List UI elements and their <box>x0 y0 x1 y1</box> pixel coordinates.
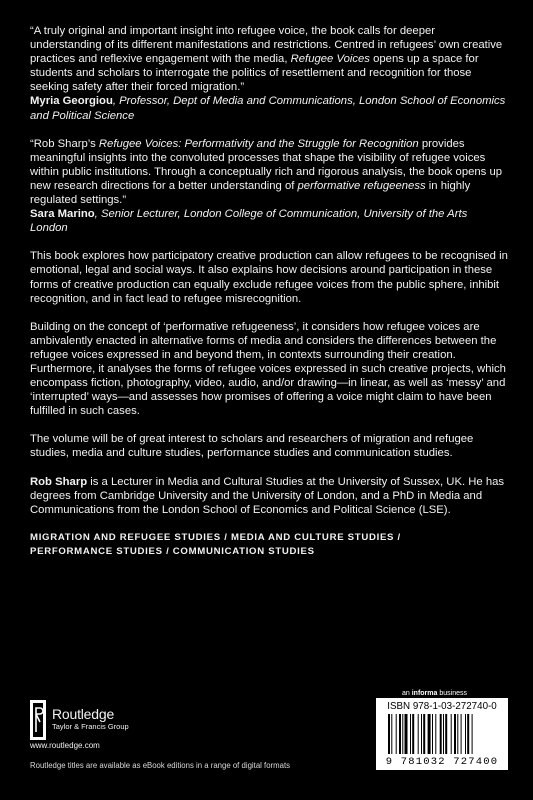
imprint-suffix: business <box>437 690 467 697</box>
barcode-bar <box>391 714 392 754</box>
author-name: Rob Sharp <box>30 475 88 488</box>
barcode-bar <box>457 714 458 754</box>
description-paragraph-3: The volume will be of great interest to scholars and researchers of migration and refugee studies, media and culture studies, performance studies and communication studies. <box>30 433 474 460</box>
quote-term-italic: performative refugeeness <box>297 179 426 192</box>
barcode-bar <box>465 714 466 754</box>
barcode-bar <box>421 714 422 754</box>
category-line: PERFORMANCE STUDIES / COMMUNICATION STUDIES <box>30 545 315 557</box>
quote-title-italic: Refugee Voices <box>290 53 370 66</box>
informa-imprint <box>402 690 467 697</box>
barcode-bar <box>467 714 469 754</box>
quote-segment: in highly regulated settings.” <box>30 179 471 207</box>
barcode-bars <box>384 714 500 756</box>
endorsement-1 <box>30 24 508 123</box>
author-bio <box>30 475 508 517</box>
barcode-bar <box>396 714 397 754</box>
endorser-affiliation: , Senior Lecturer, London College of Communication, University of the Arts London <box>30 208 468 235</box>
barcode-bar <box>412 714 414 754</box>
quote-segment: “Rob Sharp’s <box>30 137 99 150</box>
ebook-note: Routledge titles are available as eBook editions in a range of digital formats <box>30 761 291 770</box>
barcode-bar <box>423 714 425 754</box>
barcode-bar <box>451 714 452 754</box>
endorser-name: Sara Marino <box>30 208 95 221</box>
quote-segment: opens up a space for students and scholars to interrogate the politics of resettlement and recognition for those seeking safety after their forced migration.” <box>30 53 479 94</box>
description-paragraph-2: Building on the concept of ‘performative refugeeness’, it considers how refugee voices are ambivalently enacted in alternative forms of media and considers the differences between the refugee voices expressed in and beyond them, in contexts surrounding their creation. Furthermore, it analyses the forms of refugee voices expressed in such creative projects, which encompass fiction, photography, video, audio, and/or drawing—in linear, as well as ‘messy’ and ‘interrupted’ ways—and assesses how promises of offering a voice might claim to have been fulfilled in such cases. <box>30 320 506 418</box>
isbn-barcode <box>376 698 508 770</box>
publisher-name: Routledge <box>52 706 115 722</box>
barcode-bar <box>443 714 444 754</box>
endorser-name: Myria Georgiou <box>30 95 113 108</box>
publisher-url[interactable]: www.routledge.com <box>30 741 100 750</box>
quote-segment: provides meaningful insights into the convoluted processes that shape the visibility of refugee voices within public institutions. Through a conceptually rich and rigorous analysis, the book opens up new research directions for a better understanding of <box>30 137 503 192</box>
barcode-bar <box>432 714 433 754</box>
imprint-prefix: an <box>402 690 412 697</box>
barcode-bar <box>418 714 419 754</box>
barcode-bar <box>402 714 403 754</box>
quote-segment: “A truly original and important insight into refugee voice, the book calls for deeper understanding of its different manifestations and restrictions. Centred in refugees’ own creative practices and reflexive engagement with the media, <box>30 25 503 66</box>
barcode-bar <box>410 714 411 754</box>
author-bio-text: is a Lecturer in Media and Cultural Studies at the University of Sussex, UK. He has degrees from Cambridge University and the University of London, and a PhD in Media and Communications from the London School of Economics and Political Science (LSE). <box>30 475 505 516</box>
barcode-digits: 9 781032 727400 <box>385 756 499 768</box>
barcode-bar <box>399 714 401 754</box>
category-line: MIGRATION AND REFUGEE STUDIES / MEDIA AND CULTURE STUDIES / <box>30 531 401 543</box>
publisher-block <box>30 700 129 750</box>
barcode-bar <box>454 714 456 754</box>
isbn-label: ISBN 978-1-03-272740-0 <box>387 701 497 712</box>
quote-title-italic: Refugee Voices: Performativity and the Struggle for Recognition <box>98 137 419 150</box>
endorsement-2 <box>30 137 508 236</box>
imprint-brand: informa <box>411 690 438 697</box>
endorser-affiliation: , Professor, Dept of Media and Communications, London School of Economics and Political Science <box>30 95 506 122</box>
barcode-bar <box>405 714 408 754</box>
barcode-bar <box>461 714 462 754</box>
subject-categories <box>30 531 508 559</box>
barcode-bar <box>435 714 436 754</box>
barcode-bar <box>428 714 431 754</box>
routledge-logo-icon <box>30 700 46 740</box>
barcode-bar <box>388 714 390 754</box>
description-paragraph-1: This book explores how participatory creative production can allow refugees to be recognised in emotional, legal and social ways. It also explains how decisions around participation in these forms of creative production can equally exclude refugee voices from the public sphere, inhibit recognition, and in fact lead to refugee misrecognition. <box>30 250 508 305</box>
barcode-bar <box>445 714 447 754</box>
back-cover-text <box>30 24 508 559</box>
barcode-bar <box>472 714 473 754</box>
barcode-bar <box>440 714 442 754</box>
publisher-group: Taylor & Francis Group <box>52 722 129 731</box>
